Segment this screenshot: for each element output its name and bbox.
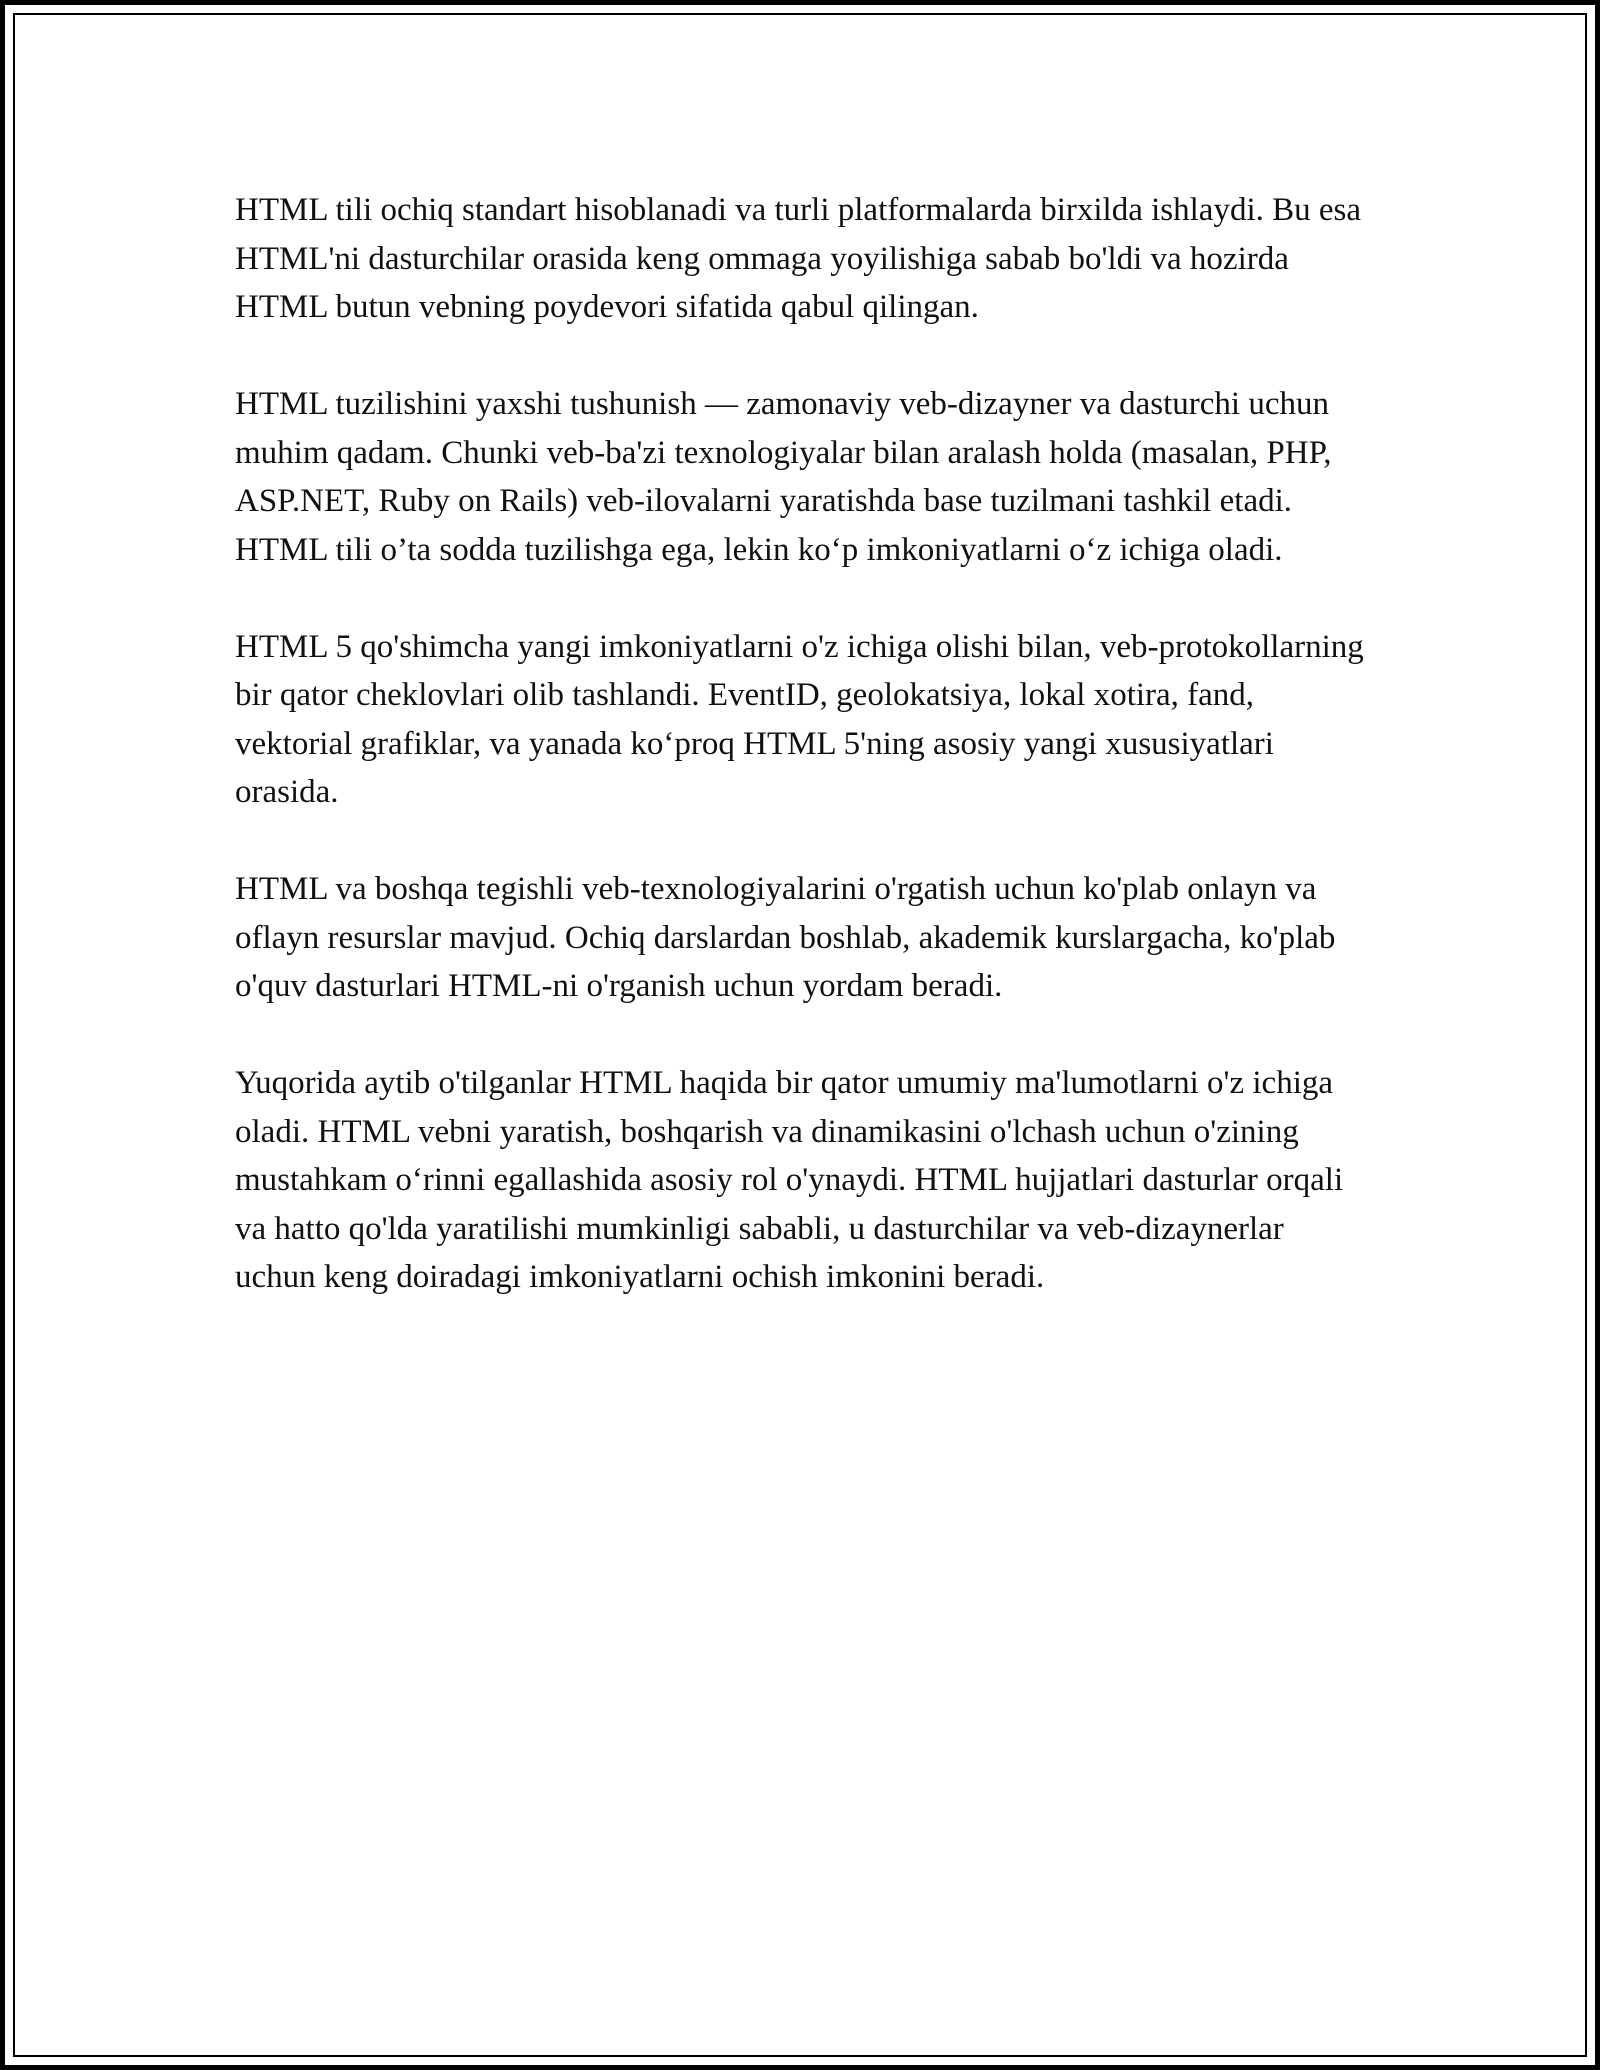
paragraph-4: HTML va boshqa tegishli veb-texnologiyalarini o'rgatish uchun ko'plab onlayn va oflayn resurslar mavjud. Ochiq darslardan boshlab, akademik kurslargacha, ko'plab o'quv dasturlari HTML-ni o'rganish uchun yordam beradi. bbox=[235, 871, 1336, 1004]
paragraph-2: HTML tuzilishini yaxshi tushunish — zamonaviy veb-dizayner va dasturchi uchun muhim qadam. Chunki veb-ba'zi texnologiyalar bilan aralash holda (masalan, PHP, ASP.NET, Ruby on Rails) veb-ilovalarni yaratishda base tuzilmani tashkil etadi. HTML tili o’ta sodda tuzilishga ega, lekin ko‘p imkoniyatlarni o‘z ichiga oladi. bbox=[235, 386, 1332, 568]
paragraph-5: Yuqorida aytib o'tilganlar HTML haqida bir qator umumiy ma'lumotlarni o'z ichiga oladi. HTML vebni yaratish, boshqarish va dinamikasini o'lchash uchun o'zining mustahkam o‘rinni egallashida asosiy rol o'ynaydi. HTML hujjatlari dasturlar orqali va hatto qo'lda yaratilishi mumkinligi sababli, u dasturchilar va veb-dizaynerlar uchun keng doiradagi imkoniyatlarni ochish imkonini beradi. bbox=[235, 1065, 1344, 1295]
paragraph-3: HTML 5 qo'shimcha yangi imkoniyatlarni o'z ichiga olishi bilan, veb-protokollarning bir qator cheklovlari olib tashlandi. EventID, geolokatsiya, lokal xotira, fand, vektorial grafiklar, va yanada ko‘proq HTML 5'ning asosiy yangi xususiyatlari orasida. bbox=[235, 628, 1364, 810]
document-body bbox=[235, 186, 1370, 1302]
paragraph-1: HTML tili ochiq standart hisoblanadi va turli platformalarda birxilda ishlaydi. Bu esa HTML'ni dasturchilar orasida keng ommaga yoyilishiga sabab bo'ldi va hozirda HTML butun vebning poydevori sifatida qabul qilingan. bbox=[235, 192, 1362, 325]
